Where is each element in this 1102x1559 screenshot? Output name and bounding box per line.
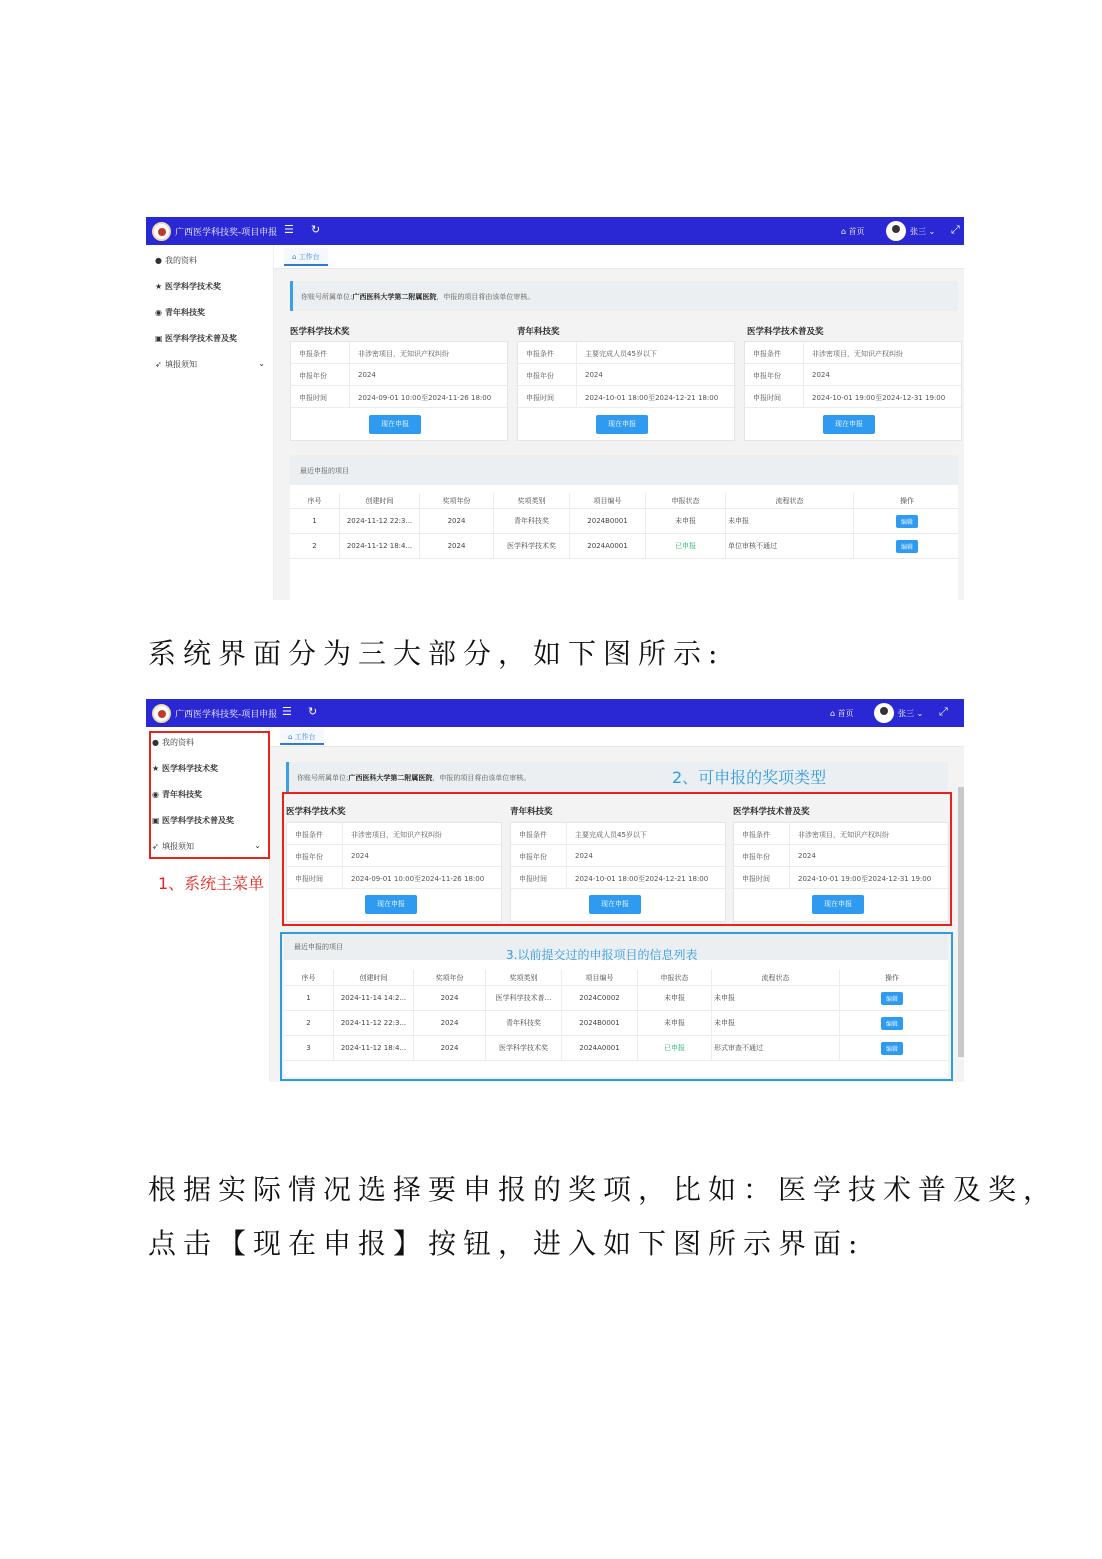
sidebar-item-notice[interactable]: ➶ 填报须知 ⌄ xyxy=(155,359,265,369)
edit-button[interactable]: 编辑 xyxy=(881,1017,903,1030)
table-row: 2 2024-11-12 22:3... 2024 青年科技奖 2024B0001 未申报 未申报 编辑 xyxy=(284,1011,948,1036)
scrollbar[interactable] xyxy=(958,787,964,1057)
breadcrumb xyxy=(274,245,964,269)
apply-now-button[interactable]: 现在申报 xyxy=(369,415,421,434)
award-title: 青年科技奖 xyxy=(510,807,553,817)
user-icon: ● xyxy=(155,256,162,265)
paragraph-instruction-line2: 点击【现在申报】按钮，进入如下图所示界面: xyxy=(148,1227,865,1260)
logo-icon xyxy=(152,222,171,241)
sidebar xyxy=(146,245,274,600)
screenshot-1 xyxy=(146,217,964,600)
award-card-youth: 申报条件 主要完成人员45岁以下 申报年份 2024 申报时间 2024-10-01 18:00至2024-12-21 18:00 现在申报 xyxy=(510,822,726,922)
send-icon: ➶ xyxy=(155,360,162,369)
sidebar-item-notice[interactable]: ➶ 填报须知 ⌄ xyxy=(152,841,261,851)
menu-icon[interactable]: ☰ xyxy=(282,705,292,718)
home-link[interactable]: ⌂ 首页 xyxy=(830,709,854,718)
home-icon: ⌂ xyxy=(830,709,838,718)
apply-now-button[interactable]: 现在申报 xyxy=(596,415,648,434)
send-icon: ➶ xyxy=(152,842,159,851)
annotation-box-menu xyxy=(149,731,270,859)
table-row: 1 2024-11-14 14:2... 2024 医学科学技术普... 2024C0002 未申报 未申报 编辑 xyxy=(284,986,948,1011)
user-icon[interactable] xyxy=(886,221,906,241)
tab-workbench[interactable]: ⌂ 工作台 xyxy=(280,729,324,745)
chevron-down-icon: ⌄ xyxy=(254,841,261,850)
table-row: 1 2024-11-12 22:3... 2024 青年科技奖 2024B0001 未申报 未申报 编辑 xyxy=(290,509,958,534)
award-card-medical: 申报条件 非涉密项目，无知识产权纠纷 申报年份 2024 申报时间 2024-09-01 10:00至2024-11-26 18:00 现在申报 xyxy=(286,822,502,922)
sidebar-item-youth-award[interactable]: ◉ 青年科技奖 xyxy=(152,790,202,799)
refresh-icon[interactable]: ↻ xyxy=(308,705,318,718)
breadcrumb xyxy=(270,727,964,747)
user-menu[interactable]: 张三 ⌄ xyxy=(910,227,936,236)
edit-button[interactable]: 编辑 xyxy=(896,540,918,553)
org-notice: 你账号所属单位:广西医科大学第二附属医院，申报的项目将由该单位审核。 xyxy=(290,281,958,311)
table-row: 3 2024-11-12 18:4... 2024 医学科学技术奖 2024A0001 已申报 形式审查不通过 编辑 xyxy=(284,1036,948,1061)
table-header: 序号 创建时间 奖项年份 奖项类别 项目编号 申报状态 流程状态 操作 xyxy=(284,970,948,986)
award-card-popular: 申报条件 非涉密项目，无知识产权纠纷 申报年份 2024 申报时间 2024-10-01 19:00至2024-12-31 19:00 现在申报 xyxy=(733,822,949,922)
sidebar-item-popular-award[interactable]: ▣ 医学科学技术普及奖 xyxy=(152,816,234,825)
star-icon: ★ xyxy=(152,764,160,773)
home-icon: ⌂ xyxy=(841,227,849,236)
sidebar-item-popular-award[interactable]: ▣ 医学科学技术普及奖 xyxy=(155,334,237,343)
screenshot-2 xyxy=(146,699,964,1082)
sidebar-item-profile[interactable]: ● 我的资料 xyxy=(152,738,194,747)
recent-title: 最近申报的项目 xyxy=(290,455,958,485)
book-icon: ▣ xyxy=(155,334,163,343)
tab-workbench[interactable]: ⌂ 工作台 xyxy=(284,248,328,266)
circle-user-icon: ◉ xyxy=(155,308,162,317)
fullscreen-icon[interactable]: ⤢ xyxy=(939,705,948,718)
apply-now-button[interactable]: 现在申报 xyxy=(812,895,864,914)
menu-icon[interactable]: ☰ xyxy=(284,223,294,236)
edit-button[interactable]: 编辑 xyxy=(881,992,903,1005)
award-card-medical: 申报条件 非涉密项目，无知识产权纠纷 申报年份 2024 申报时间 2024-09-01 10:00至2024-11-26 18:00 现在申报 xyxy=(290,341,508,441)
user-icon: ● xyxy=(152,738,159,747)
table-row: 2 2024-11-12 18:4... 2024 医学科学技术奖 2024A0001 已申报 单位审核不通过 编辑 xyxy=(290,534,958,559)
annotation-label-awards: 2、可申报的奖项类型 xyxy=(672,768,827,787)
user-menu[interactable]: 张三 ⌄ xyxy=(898,709,924,718)
sidebar-item-profile[interactable]: ● 我的资料 xyxy=(155,256,197,265)
org-notice: 你账号所属单位:广西医科大学第二附属医院，申报的项目将由该单位审核。 xyxy=(286,762,948,792)
annotation-label-recent: 3.以前提交过的申报项目的信息列表 xyxy=(506,948,698,962)
sidebar-item-medical-award[interactable]: ★ 医学科学技术奖 xyxy=(152,764,218,773)
fullscreen-icon[interactable]: ⤢ xyxy=(951,223,960,236)
annotation-label-menu: 1、系统主菜单 xyxy=(158,874,265,893)
circle-user-icon: ◉ xyxy=(152,790,159,799)
sidebar-item-medical-award[interactable]: ★ 医学科学技术奖 xyxy=(155,282,221,291)
app-title: 广西医学科技奖-项目申报 xyxy=(175,710,278,720)
top-bar xyxy=(146,217,964,245)
top-bar xyxy=(146,699,964,727)
paragraph-instruction-line1: 根据实际情况选择要申报的奖项，比如：医学技术普及奖， xyxy=(148,1173,1059,1206)
recent-title: 最近申报的项目 xyxy=(284,932,948,960)
chevron-down-icon: ⌄ xyxy=(258,359,265,368)
award-title: 医学科学技术普及奖 xyxy=(733,807,810,817)
table-header: 序号 创建时间 奖项年份 奖项类别 项目编号 申报状态 流程状态 操作 xyxy=(290,493,958,509)
apply-now-button[interactable]: 现在申报 xyxy=(589,895,641,914)
apply-now-button[interactable]: 现在申报 xyxy=(823,415,875,434)
user-icon[interactable] xyxy=(874,703,894,723)
star-icon: ★ xyxy=(155,282,163,291)
apply-now-button[interactable]: 现在申报 xyxy=(365,895,417,914)
refresh-icon[interactable]: ↻ xyxy=(311,223,321,236)
award-title: 医学科学技术奖 xyxy=(286,807,346,817)
award-title: 医学科学技术奖 xyxy=(290,327,350,337)
edit-button[interactable]: 编辑 xyxy=(896,515,918,528)
main-content xyxy=(274,245,964,600)
sidebar-item-youth-award[interactable]: ◉ 青年科技奖 xyxy=(155,308,205,317)
award-title: 青年科技奖 xyxy=(517,327,560,337)
recent-projects xyxy=(290,455,958,600)
paragraph-intro: 系统界面分为三大部分，如下图所示: xyxy=(148,637,725,670)
award-card-youth: 申报条件 主要完成人员45岁以下 申报年份 2024 申报时间 2024-10-01 18:00至2024-12-21 18:00 现在申报 xyxy=(517,341,735,441)
award-card-popular: 申报条件 非涉密项目，无知识产权纠纷 申报年份 2024 申报时间 2024-10-01 19:00至2024-12-31 19:00 现在申报 xyxy=(744,341,962,441)
annotation-box-awards xyxy=(282,792,952,926)
app-title: 广西医学科技奖-项目申报 xyxy=(175,228,278,238)
home-link[interactable]: ⌂ 首页 xyxy=(841,227,865,236)
book-icon: ▣ xyxy=(152,816,160,825)
award-title: 医学科学技术普及奖 xyxy=(747,327,824,337)
edit-button[interactable]: 编辑 xyxy=(881,1042,903,1055)
logo-icon xyxy=(152,704,171,723)
